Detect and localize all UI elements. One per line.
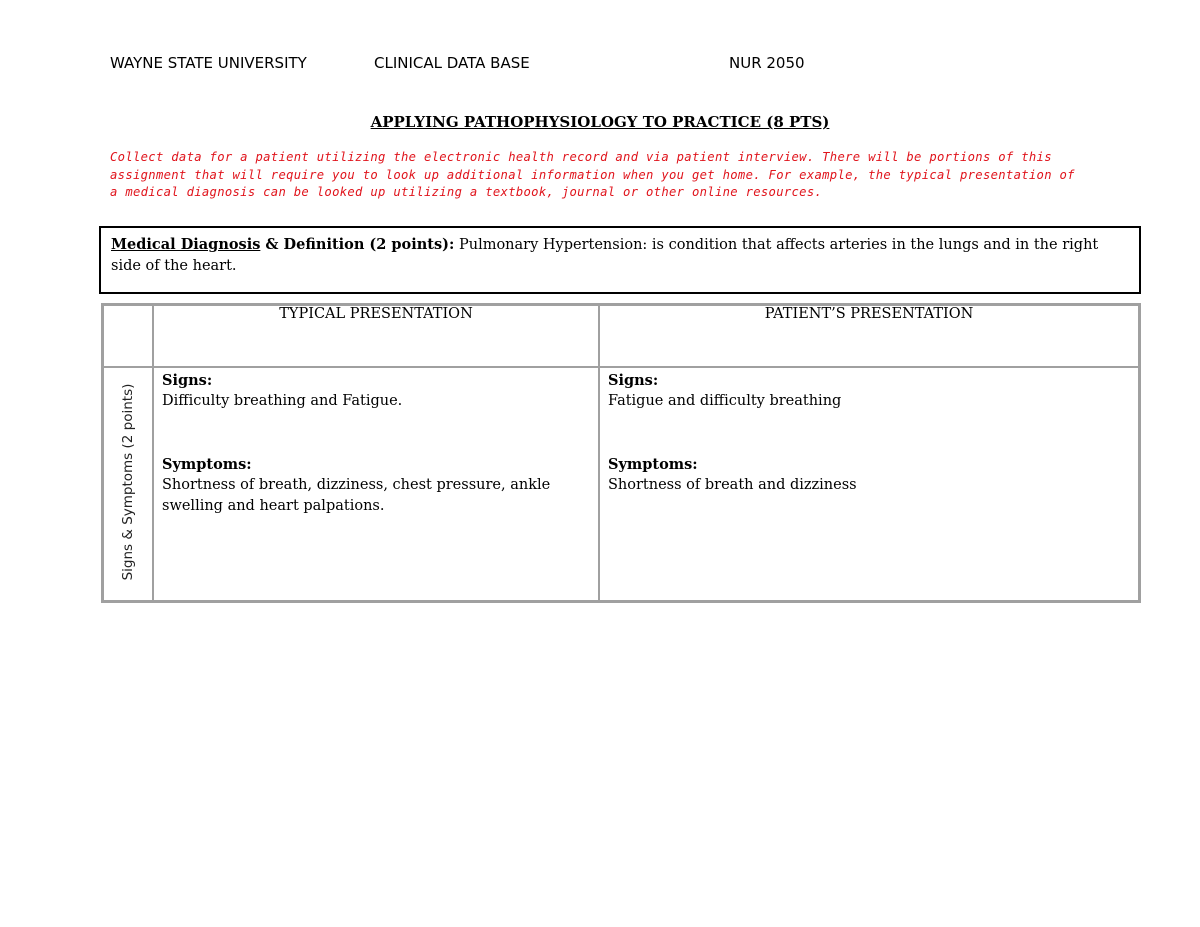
row-label-cell: [103, 367, 154, 602]
page-title: APPLYING PATHOPHYSIOLOGY TO PRACTICE (8 PTS): [370, 113, 830, 131]
diagnosis-label-rest: & Definition (2 points):: [260, 236, 455, 253]
patient-symptoms-text: Shortness of breath and dizziness: [608, 477, 857, 493]
typical-signs-label: Signs:: [162, 372, 213, 389]
patient-signs-text: Fatigue and difficulty breathing: [608, 393, 842, 409]
university-name: WAYNE STATE UNIVERSITY: [110, 54, 307, 72]
patient-presentation-header: PATIENT’S PRESENTATION: [599, 305, 1140, 368]
typical-signs-text: Difficulty breathing and Fatigue.: [162, 393, 403, 409]
diagnosis-label: [111, 236, 454, 253]
instructions-text: Collect data for a patient utilizing the electronic health record and via patient interview. There will be portions of this assignment that will require you to look up additional information when you get home. For example, the typical presentation of a medical diagnosis can be looked up utilizing a textbook, journal or other online resources.: [110, 150, 1075, 200]
table-header-row: [103, 305, 1140, 368]
typical-symptoms-label: Symptoms:: [162, 456, 252, 473]
signs-symptoms-row-label: Signs & Symptoms (2 points): [120, 383, 136, 581]
typical-presentation-cell: [153, 367, 599, 602]
typical-presentation-header: TYPICAL PRESENTATION: [153, 305, 599, 368]
course-code: NUR 2050: [729, 54, 805, 72]
diagnosis-definition: Pulmonary Hypertension: is condition that affects arteries in the lungs and in the right side of the heart.: [111, 237, 1099, 274]
patient-presentation-cell: [599, 367, 1140, 602]
diagnosis-box: [99, 226, 1141, 294]
signs-symptoms-row: [103, 367, 1140, 602]
presentation-table: [101, 303, 1141, 603]
typical-symptoms-text: Shortness of breath, dizziness, chest pressure, ankle swelling and heart palpations.: [162, 477, 551, 514]
database-name: CLINICAL DATA BASE: [374, 54, 530, 72]
corner-cell: [103, 305, 154, 368]
patient-signs-label: Signs:: [608, 372, 659, 389]
document-header: [110, 54, 870, 76]
diagnosis-label-underlined: Medical Diagnosis: [111, 236, 261, 253]
patient-symptoms-label: Symptoms:: [608, 456, 698, 473]
